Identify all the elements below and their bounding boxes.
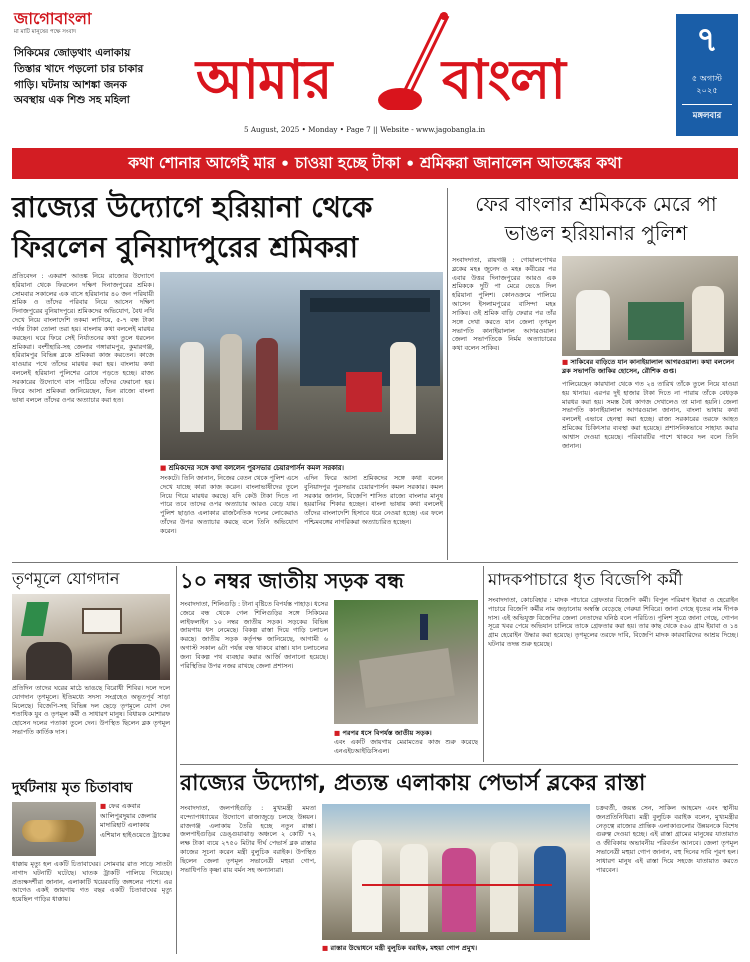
banner-part-3: শ্রমিকরা জানালেন আতঙ্কের কথা	[420, 153, 622, 172]
issue-date: ৫ অগাস্ট ২০২৫	[691, 73, 723, 95]
banner-part-2: চাওয়া হচ্ছে টাকা	[295, 153, 401, 172]
banner-bullet-1: •	[280, 154, 291, 173]
highway-photo	[334, 600, 478, 724]
haryana-photo-caption	[562, 358, 738, 376]
haryana-caption: সাকিবের বাড়িতে যান কানাইয়ালাল আগরওয়াল। কথা বললেন ব্লক সভাপতি জাকির হোসেন, রৌশিক গুপ্ত।	[562, 358, 735, 375]
logo-right: বাংলা	[442, 47, 565, 111]
sister-brand-tagline: মা মাটি মানুষের পক্ষে সংবাদ	[14, 29, 77, 35]
highway-body-col1: সংবাদদাতা, শিলিগুড়ি : টানা বৃষ্টিতে বিপর্যস্ত পাহাড়। ধসের জেরে বন্ধ থেকে গেল শিলিগুড়ির সঙ্গে সিকিমের লাইফলাইন ১০ নম্বর জাতীয় সড়ক। সড়কের বিভিন্ন জায়গায় ধস নেমেছে। বিকল্প রাস্তা দিয়ে গাড়ি চলাচল করছে। জাতীয় সড়ক কর্তৃপক্ষ জানিয়েছে, আগামী ৬ অগাস্ট সকাল ৬টা পর্যন্ত বন্ধ থাকবে রাস্তা। যান চলাচলের জন্য বিকল্প পথ ব্যবহার করার আর্জি জানানো হয়েছে। পরিস্থিতির উপর নজর রাখছে জেলা প্রশাসন।	[180, 600, 328, 670]
lead-body-col1: প্রতিবেদন : একরাশ আতঙ্ক নিয়ে রাজ্যের উদ্যোগে হরিয়ানা থেকে ফিরলেন দক্ষিণ দিনাজপুরের শ্রমিক। সোমবার সকালের এক বাসে হরিয়ানার ৪০ জন পরিযায়ী শ্রমিক ও তাঁদের পরিবার নিয়ে আসেন দক্ষিণ দিনাজপুরের বুনিয়াদপুরে। শ্রমিকদের অভিযোগ, বৈধ নথি দেখে নিয়ে বাংলাদেশি তকমা লাগিয়ে, ৫-৭ বন্ধ টাকা পর্যন্ত টাকা তোলা তরা হয়। বাংলায় কথা বললেই মারধর করছেন। ঘরে ফিরে সেই নির্যাতনের কথা তুলে ধরলেন শ্রমিকরা। বংশীহারি-সহ জেলার গঙ্গারামপুর, কুমারগঞ্জ, হরিরামপুর বিভিন্ন ব্লকে শ্রমিকরা কাজ করতেন। কাজে যাওয়ার পথে তাঁদের মারধর করা হয়। বাংলায় কথা বললেই হরিয়ানা পুলিশের রোষে পড়তে হচ্ছে। রাজ্য সরকারের উদ্যোগে বাস পাঠিয়ে তাঁদের ফেরানো হয়। ফিরে আসা শ্রমিকরা জানিয়েছেন, ভিন রাজ্যে বাংলা ভাষা বললে তাঁদের ওপর অত্যাচার করা হত।	[12, 272, 154, 404]
column-divider	[447, 188, 448, 560]
caption-marker-icon: ■	[100, 802, 107, 810]
page-number: ৭	[695, 20, 719, 60]
trinamool-headline: তৃণমূলে যোগদান	[12, 569, 120, 588]
haryana-photo	[562, 256, 738, 356]
road-body-col1: সংবাদদাতা, জলপাইগুড়ি : মুখ্যমন্ত্রী মমতা বন্দ্যোপাধ্যায়ের উদ্যোগে রাজ্যজুড়ে চলছে উন্নয়ন। রাজগঞ্জ এলাকায় তৈরি হচ্ছে নতুন রাস্তা। জলপাইগুড়ির ডেঙ্গুয়াঝাড় অঞ্চলে ২ কোটি ৭২ লক্ষ টাকা ব্যয়ে ২৭৫০ মিটার দীর্ঘ পেভার্স ব্লক রাস্তার কাজের সূচনা করেন মন্ত্রী বুলুচিক বরাইক। উপস্থিত ছিলেন জেলা তৃণমূল সভানেত্রী মহুয়া গোপ, সভাধিপতি কৃষ্ণা রায় বর্মন সহ অন্যান্যরা।	[180, 804, 316, 874]
section-divider	[180, 764, 738, 765]
road-photo-caption	[322, 942, 590, 954]
masthead	[0, 0, 750, 146]
caption-marker-icon: ■	[322, 944, 329, 952]
caption-marker-icon: ■	[562, 358, 569, 366]
page-number-box	[676, 14, 738, 136]
road-photo	[322, 804, 590, 940]
red-banner	[12, 148, 738, 179]
caption-marker-icon: ■	[160, 464, 167, 472]
road-headline: রাজ্যের উদ্যোগ, প্রত্যন্ত এলাকায় পেভার্স ব্লকের রাস্তা	[180, 771, 646, 796]
haryana-body-col1: সংবাদদাতা, রায়গঞ্জ : গোয়ালপোখর ব্লকের মহঃ জুনেদ ও মহঃ কবীরের পর এবার উত্তর দিনাজপুরের আরও এক শ্রমিককে দুটি পা মেরে ভেঙে দিল হরিয়ানা পুলিশ। কোনওক্রমে পালিয়ে আসেন ইসলামপুরের বাসিন্দা মহঃ সাকিব। ওই শ্রমিক বাড়ি ফেরার পর তাঁর সঙ্গে দেখা করতে যান জেলা তৃণমূল সভাপতি কানাইয়ালাল আগরওয়াল। জেলা সভাপতিকে নির্মম অত্যাচারের কথা বলেন সাকিব।	[452, 256, 556, 353]
lead-photo-caption	[160, 462, 443, 474]
banner-part-1: কথা শোনার আগেই মার	[128, 153, 276, 172]
road-body-col2: চক্রবর্তী, জয়ন্ত সেন, সাকিল আহমেদ এবং স্থানীয় জনপ্রতিনিধিরা। মন্ত্রী বুলুচিক বরাইক বলেন, মুখ্যমন্ত্রীর নেতৃত্বে রাজ্যের প্রান্তিক এলাকাগুলোর উন্নয়নকে বিশেষ গুরুত্ব দেওয়া হচ্ছে। এই রাস্তা গ্রামের মানুষের যাতায়াত ও জীবিকায় অভাবনীয় পরিবর্তন আনবে। জেলা তৃণমূল সভানেত্রী মহুয়া গোপ জানান, বহু দিনের দাবি পূরণ হল। সাধারণ মানুষ এই রাস্তা দিয়ে সহজে যাতায়াত করতে পারবেন।	[596, 804, 738, 874]
lead-body-col3: এদিন ফিরে আসা শ্রমিকদের সঙ্গে কথা বলেন বুনিয়াদপুর পুরসভার চেয়ারপার্সন কমল সরকার। কমল সরকার জানান, বিজেপি শাসিত রাজ্যে বাংলার মানুষ হয়রানির শিকার হচ্ছেন। বাংলা ভাষায় কথা বললেই তাঁদের বাংলাদেশি হিসাবে ধরে নেওয়া হচ্ছে। এর ফলে পশ্চিমবঙ্গের নাগরিকরা অত্যাচারিত হচ্ছেন।	[304, 474, 443, 527]
highway-caption: পরপর ধসে বিপর্যস্ত জাতীয় সড়ক।	[342, 729, 432, 737]
logo-left: আমার	[196, 47, 332, 111]
bjp-body: সংবাদদাতা, কোচবিহার : মাদক পাচারে গ্রেফতার বিজেপি কর্মী। বিপুল পরিমাণ ইয়াবা ও হেরোইন পাচারে বিজেপি কর্মীর নাম জড়ানোয় অস্বস্তি বেড়েছে গেরুয়া শিবিরে। জানা গেছে ধৃতের নাম দীপক দাস। এই অভিযুক্ত বিজেপির জেলা নেতাদের ঘনিষ্ঠ বলে পরিচিত। পুলিশ সূত্রে জানা গেছে, গোপন সূত্রে খবর পেয়ে অভিযান চালিয়ে তাকে গ্রেফতার করা হয়। তার কাছ থেকে ৫৬০ গ্রাম ইয়াবা ও ১৪ গ্রাম হেরোইন উদ্ধার করা হয়েছে। তৃণমূলের তরফে দাবি, বিজেপি মাদক কারবারিদের আশ্রয় দিচ্ছে। ঘটনার তদন্ত শুরু হয়েছে।	[488, 596, 738, 649]
caption-marker-icon: ■	[334, 729, 341, 737]
masthead-brief: সিকিমের জোড়থাং এলাকায় তিস্তার খাদে পড়লো চার চাকার গাড়ি। ঘটনায় আশঙ্কা জনক অবস্থায় এক শিশু সহ মহিলা	[14, 47, 144, 107]
sister-brand-name: জাগোবাংলা	[14, 9, 92, 28]
leopard-body: ধাক্কায় মৃত্যু হল একটি চিতাবাঘের। সোমবার রাত সাড়ে সাতটা নাগাদ ঘটনাটি ঘটেছে। ঘাতক ট্রাকটি পালিয়ে গিয়েছে। প্রত্যক্ষদর্শীরা জানান, এলাকাটি খয়েরবাড়ি জঙ্গলের পাশে। এর আগেও একই জায়গায় গত বছর একটি চিতাবাঘের মৃত্যু হয়েছিল গাড়ির ধাক্কায়।	[12, 860, 172, 904]
leopard-headline: দুর্ঘটনায় মৃত চিতাবাঘ	[12, 780, 133, 796]
trinamool-body: প্রতিদিন তাদের ঘরের মাঠে ভাঙছে বিরোধী শিবির। দলে দলে যোগদান তৃণমূলে। ইতিমধ্যে সদস্য সংগ্রহেও অভূতপূর্ব সাড়া মিলেছে। বিজেপি-সহ বিভিন্ন দল ছেড়ে তৃণমূলে যোগ দেন শতাধিক যুব ও তৃণমূল কর্মী ও সাধারণ মানুষ। বিধায়ক মোশারফ হোসেন দলের পতাকা তুলে দেন। উপস্থিত ছিলেন ব্লক তৃণমূল সভাপতি কার্তিক দাস।	[12, 684, 170, 737]
column-divider	[483, 566, 484, 762]
section-divider	[12, 562, 738, 563]
highway-headline: ১০ নম্বর জাতীয় সড়ক বন্ধ	[180, 569, 404, 593]
haryana-headline: ফের বাংলার শ্রমিককে মেরে পা ভাঙল হরিয়ানার পুলিশ	[475, 192, 717, 245]
lead-headline: রাজ্যের উদ্যোগে হরিয়ানা থেকে ফিরলেন বুনিয়াদপুরের শ্রমিকরা	[12, 191, 373, 264]
masthead-logo	[190, 28, 670, 128]
highway-body-col2: এবং একটি জায়গায় মেরামতের কাজ শুরু করেছে এনএইচআইডিসিএল।	[334, 738, 478, 755]
leopard-caption: ফের একবার আলিপুরদুয়ার জেলার মাদারিহাট এলাকায় এশিয়ান হাইওয়েতে ট্রাকের	[100, 802, 171, 839]
banner-bullet-2: •	[405, 154, 416, 173]
dateline: 5 August, 2025 • Monday • Page 7 || Website - www.jagobangla.in	[244, 125, 486, 134]
leopard-photo	[12, 802, 96, 856]
sister-brand-logo	[14, 10, 124, 40]
lead-caption: শ্রমিকদের সঙ্গে কথা বললেন পুরসভার চেয়ারপার্সন কমল সরকার।	[168, 464, 344, 472]
leopard-caption-block	[100, 802, 172, 840]
trinamool-photo	[12, 594, 170, 680]
lead-photo	[160, 272, 443, 460]
column-divider	[176, 566, 177, 954]
issue-weekday: মঙ্গলবার	[692, 111, 722, 121]
lead-body-col2: সংকটে। তিনি জানান, নিজের বেতন থেকে পুলিশ এসে দেখে যাচ্ছে কারা কাজ করেন। বাংলাভাষীদের তুলে নিয়ে গিয়ে মারধর করছে। যদি কেউ টাকা দিতে না পারে তবে তাদের ওপর অত্যাচার আরও বেড়ে যায়। পুলিশ ছাড়াও এলাকার রাজনৈতিক দলের লোকেরাও তাঁদের উপর অত্যাচার করছে বলে তিনি অভিযোগ করেন।	[160, 474, 298, 535]
bjp-headline: মাদকপাচারে ধৃত বিজেপি কর্মী	[488, 570, 683, 589]
haryana-body-col2: পালিয়েছেন কারখানা থেকে গত ২৪ তারিখ তাঁকে তুলে নিয়ে যাওয়া হয় থানায়। এরপর দুই হাজার টাকা দিতে না পারায় তাঁকে বেধড়ক মারধর করা হয়। সমস্ত বৈধ কাগজ দেখালেও তা মানা হয়নি। জেলা সভাপতি কানাইয়ালাল আগরওয়াল জানান, বাংলা ভাষায় কথা বললেই এভাবে হেনস্থা করা হচ্ছে। রাজ্য সরকারের তরফে আহত শ্রমিকের চিকিৎসার ব্যবস্থা করা হয়েছে। প্রশাসনিকভাবে সাহায্য করার আশ্বাস দেওয়া হয়েছে। পরিবারটির পাশে থাকবে দল বলে তিনি জানান।	[562, 380, 738, 450]
road-caption: রাস্তার উদ্বোধনে মন্ত্রী বুলুচিক বরাইক, মহুয়া গোপ প্রমুখ।	[330, 944, 478, 952]
